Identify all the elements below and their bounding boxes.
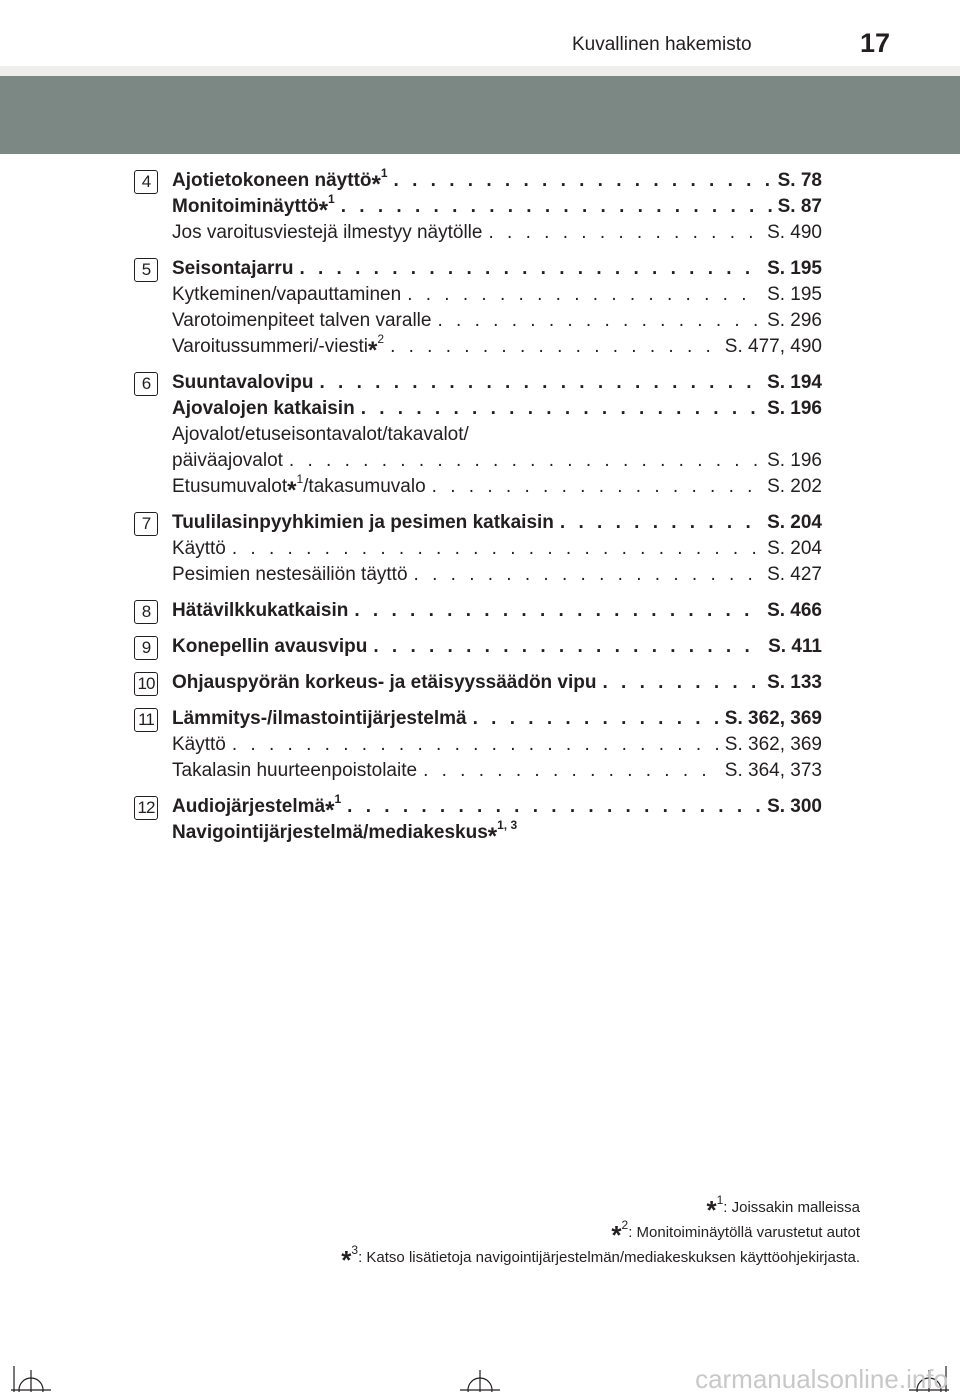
dot-leader — [373, 634, 762, 660]
dot-leader — [603, 670, 762, 696]
page-reference: S. 133 — [767, 672, 822, 693]
footnote-star: * — [611, 1220, 622, 1250]
footnote-star: * — [706, 1195, 717, 1225]
entry-label: Takalasin huurteenpoistolaite — [172, 760, 418, 781]
entry-label: Hätävilkkukatkaisin — [172, 600, 349, 621]
footnote-ref: 1 — [296, 471, 304, 486]
index-group — [0, 598, 822, 624]
entry-label: Etusumuvalot*$^1$/takasumuvalo — [172, 471, 426, 504]
section-title: Kuvallinen hakemisto — [572, 34, 752, 55]
page-reference: S. 411 — [768, 636, 822, 657]
callout-number-badge: 5 — [134, 258, 158, 282]
dot-leader — [390, 334, 719, 360]
watermark: carmanualsonline.info — [695, 1364, 948, 1394]
footnote-ref: 1 — [328, 191, 335, 206]
callout-number-badge: 6 — [134, 372, 158, 396]
index-entry-sub — [172, 331, 822, 364]
dot-leader — [473, 706, 719, 732]
footnote-text: : Joissakin malleissa — [723, 1199, 860, 1216]
footnote-mark: 1 — [716, 1193, 724, 1207]
index-entries — [0, 165, 960, 856]
index-entry-main — [172, 706, 822, 732]
index-group — [0, 510, 822, 588]
dot-leader — [347, 794, 761, 820]
page-reference: S. 364, 373 — [724, 760, 822, 781]
index-entry-main — [172, 165, 822, 198]
footnote-star: * — [371, 171, 381, 198]
dot-leader — [232, 732, 719, 758]
index-entry-sub — [172, 758, 822, 784]
page-reference: S. 362, 369 — [724, 708, 822, 729]
dot-leader — [361, 396, 761, 422]
page-reference: S. 300 — [767, 796, 822, 817]
dot-leader — [407, 282, 761, 308]
callout-number-badge: 7 — [134, 512, 158, 536]
dot-leader — [341, 194, 772, 220]
index-entry-main — [172, 370, 822, 396]
index-entry-main — [172, 817, 822, 850]
dot-leader — [432, 474, 761, 500]
footnote-ref: 2 — [377, 331, 385, 346]
page-reference: S. 204 — [767, 512, 822, 533]
index-entry-sub — [172, 448, 822, 474]
callout-number-badge: 4 — [134, 170, 158, 194]
footnote-ref: 1 — [380, 165, 388, 180]
dot-leader — [437, 308, 761, 334]
header-divider — [0, 66, 960, 76]
footnote-star: * — [341, 1245, 352, 1275]
page-reference: S. 362, 369 — [724, 734, 822, 755]
footnote-star: * — [368, 337, 378, 364]
entry-label: Varoitussummeri/-viesti*$^2$ — [172, 331, 385, 364]
footnote-ref: 1, 3 — [497, 817, 518, 832]
page-reference: S. 194 — [767, 372, 822, 393]
footnote-text: : Katso lisätietoja navigointijärjestelmän/mediakeskuksen käyttöohjekirjasta. — [358, 1249, 860, 1266]
page-reference: S. 477, 490 — [724, 336, 822, 357]
illustration-band — [0, 76, 960, 154]
entry-label: Audiojärjestelmä*$^1$ — [172, 791, 342, 824]
index-group — [0, 706, 822, 784]
index-entry-main — [172, 670, 822, 696]
entry-label: Kytkeminen/vapauttaminen — [172, 284, 402, 305]
entry-label: Monitoiminäyttö*$^1$ — [172, 191, 335, 224]
entry-label: päiväajovalot — [172, 450, 283, 471]
page-reference: S. 490 — [767, 222, 822, 243]
index-entry-main — [172, 191, 822, 224]
footnote-ref: 1 — [334, 791, 342, 806]
index-group — [0, 370, 822, 504]
page-reference: S. 427 — [767, 564, 822, 585]
index-entry-main — [172, 510, 822, 536]
index-entry-main — [172, 256, 822, 282]
index-group — [0, 165, 822, 246]
footnote-line — [341, 1193, 860, 1225]
entry-label: Pesimien nestesäiliön täyttö — [172, 564, 408, 585]
entry-label: Lämmitys-/ilmastointijärjestelmä — [172, 708, 467, 729]
page-reference: S. 87 — [777, 196, 822, 217]
index-group — [0, 256, 822, 364]
footnote-mark: 3 — [351, 1243, 359, 1257]
footnote-mark: 2 — [621, 1218, 629, 1232]
page-reference: S. 466 — [767, 600, 822, 621]
page-number: 17 — [859, 28, 890, 58]
callout-number-badge: 12 — [134, 796, 158, 820]
index-group — [0, 791, 822, 850]
footnote-line — [341, 1218, 860, 1250]
footnote-star: * — [318, 197, 329, 224]
page-header — [0, 0, 960, 66]
callout-number-badge: 11 — [134, 708, 158, 732]
page-reference: S. 195 — [767, 284, 822, 305]
page-reference: S. 195 — [767, 258, 822, 279]
index-entry-sub — [172, 220, 822, 246]
index-entry-main — [172, 396, 822, 422]
index-entry-sub — [172, 732, 822, 758]
entry-label: Käyttö — [172, 538, 226, 559]
index-entry-sub — [172, 562, 822, 588]
dot-leader — [423, 758, 719, 784]
entry-label: Käyttö — [172, 734, 226, 755]
footnote-line — [341, 1243, 860, 1275]
page-reference: S. 202 — [767, 476, 822, 497]
index-entry-sub — [172, 422, 822, 448]
page-reference: S. 196 — [767, 398, 822, 419]
dot-leader — [488, 220, 761, 246]
index-entry-main — [172, 634, 822, 660]
callout-number-badge: 10 — [134, 672, 158, 696]
footnote-star: * — [487, 823, 498, 850]
page-reference: S. 204 — [767, 538, 822, 559]
dot-leader — [560, 510, 761, 536]
entry-label: Jos varoitusviestejä ilmestyy näytölle — [172, 222, 483, 243]
entry-label: Varotoimenpiteet talven varalle — [172, 310, 432, 331]
callout-number-badge: 8 — [134, 600, 158, 624]
dot-leader — [232, 536, 761, 562]
dot-leader — [394, 168, 772, 194]
footnotes — [341, 1193, 860, 1275]
entry-label: Konepellin avausvipu — [172, 636, 368, 657]
index-entry-sub — [172, 536, 822, 562]
footnote-text: : Monitoiminäytöllä varustetut autot — [628, 1224, 860, 1241]
index-entry-sub — [172, 471, 822, 504]
entry-label: Navigointijärjestelmä/mediakeskus*$^{1, 3}$ — [172, 817, 518, 850]
dot-leader — [299, 256, 761, 282]
index-entry-sub — [172, 282, 822, 308]
index-entry-main — [172, 791, 822, 824]
footnote-star: * — [325, 797, 335, 824]
entry-label: Ajotietokoneen näyttö*$^1$ — [172, 165, 388, 198]
entry-label: Ajovalot/etuseisontavalot/takavalot/ — [172, 424, 469, 445]
index-entry-sub — [172, 308, 822, 334]
entry-label: Tuulilasinpyyhkimien ja pesimen katkaisin — [172, 512, 554, 533]
page-reference: S. 78 — [777, 170, 822, 191]
index-group — [0, 670, 822, 696]
callout-number-badge: 9 — [134, 636, 158, 660]
page-reference: S. 196 — [767, 450, 822, 471]
footnote-star: * — [287, 477, 297, 504]
index-entry-main — [172, 598, 822, 624]
dot-leader — [354, 598, 761, 624]
dot-leader — [414, 562, 762, 588]
entry-label: Ohjauspyörän korkeus- ja etäisyyssäädön vipu — [172, 672, 597, 693]
entry-label: Ajovalojen katkaisin — [172, 398, 355, 419]
page-reference: S. 296 — [767, 310, 822, 331]
dot-leader — [289, 448, 761, 474]
entry-label: Seisontajarru — [172, 258, 294, 279]
index-group — [0, 634, 822, 660]
entry-label: Suuntavalovipu — [172, 372, 314, 393]
dot-leader — [319, 370, 761, 396]
